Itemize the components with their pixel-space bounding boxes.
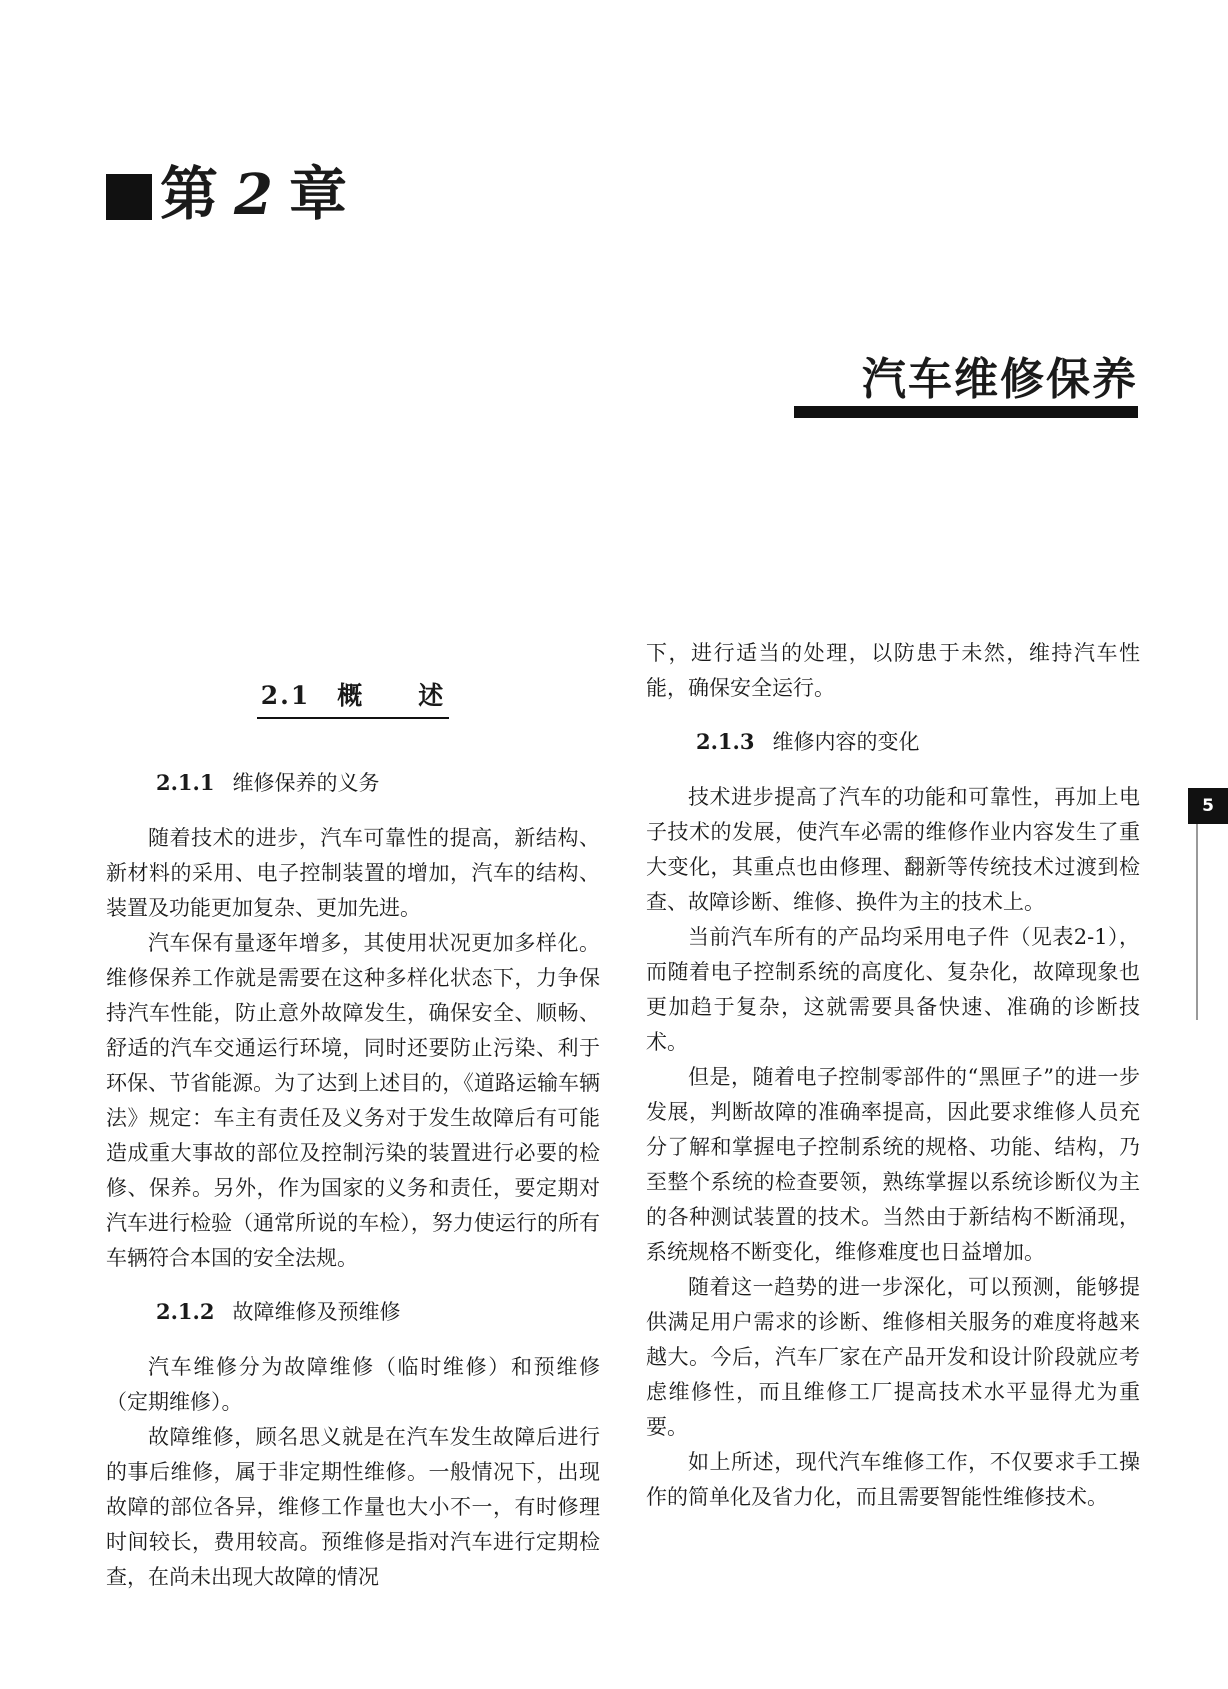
subsection-title: 故障维修及预维修 [232,1300,401,1324]
chapter-title: 汽车维修保养 [862,354,1138,405]
subsection-heading-2-1-2 [156,1294,600,1330]
subsection-number: 2.1.2 [156,1299,215,1324]
paragraph: 汽车维修分为故障维修（临时维修）和预维修（定期维修）。 [106,1355,600,1414]
chapter-square-mark [106,174,152,220]
paragraph-continued: 下，进行适当的处理，以防患于未然，维持汽车性能，确保安全运行。 [646,641,1140,700]
section-title-text: 2.1 概 述 [257,678,450,719]
chapter-prefix: 第 [160,160,225,228]
subsection-number: 2.1.1 [156,770,215,795]
paragraph: 汽车保有量逐年增多，其使用状况更加多样化。维修保养工作就是需要在这种多样化状态下，力争保持汽车性能，防止意外故障发生，确保安全、顺畅、舒适的汽车交通运行环境，同时还要防止污染、利于环保、节省能源。为了达到上述目的，《道路运输车辆法》规定：车主有责任及义务对于发生故障后有可能造成重大事故的部位及控制污染的装置进行必要的检修、保养。另外，作为国家的义务和责任，要定期对汽车进行检验（通常所说的车检），努力使运行的所有车辆符合本国的安全法规。 [106,931,600,1270]
chapter-digit: 2 [234,162,279,228]
subsection-number: 2.1.3 [696,729,755,754]
chapter-suffix: 章 [288,160,353,228]
paragraph: 技术进步提高了汽车的功能和可靠性，再加上电子技术的发展，使汽车必需的维修作业内容发生了重大变化，其重点也由修理、翻新等传统技术过渡到检查、故障诊断、维修、换件为主的技术上。 [646,785,1140,914]
subsection-heading-2-1-3 [696,724,1140,760]
subsection-title: 维修内容的变化 [772,730,920,754]
paragraph: 如上所述，现代汽车维修工作，不仅要求手工操作的简单化及省力化，而且需要智能性维修技术。 [646,1450,1140,1509]
paragraph: 随着这一趋势的进一步深化，可以预测，能够提供满足用户需求的诊断、维修相关服务的难度将越来越大。今后，汽车厂家在产品开发和设计阶段就应考虑维修性，而且维修工厂提高技术水平显得尤为重要。 [646,1275,1140,1439]
paragraph: 当前汽车所有的产品均采用电子件（见表2-1），而随着电子控制系统的高度化、复杂化，故障现象也更加趋于复杂，这就需要具备快速、准确的诊断技术。 [646,925,1140,1054]
subsection-title: 维修保养的义务 [232,771,380,795]
chapter-title-rule [794,406,1138,418]
page-side-tab: 5 [1188,788,1228,824]
side-tab-line [1196,824,1198,1020]
paragraph: 故障维修，顾名思义就是在汽车发生故障后进行的事后维修，属于非定期性维修。一般情况下，出现故障的部位各异，维修工作量也大小不一，有时修理时间较长，费用较高。预维修是指对汽车进行定期检查，在尚未出现大故障的情况 [106,1425,600,1589]
section-title [106,678,600,719]
left-column [106,664,600,1595]
chapter-number [160,158,353,231]
paragraph: 但是，随着电子控制零部件的“黑匣子”的进一步发展，判断故障的准确率提高，因此要求维修人员充分了解和掌握电子控制系统的规格、功能、结构，乃至整个系统的检查要领，熟练掌握以系统诊断仪为主的各种测试装置的技术。当然由于新结构不断涌现，系统规格不断变化，维修难度也日益增加。 [646,1065,1140,1264]
subsection-heading-2-1-1 [156,765,600,801]
paragraph: 随着技术的进步，汽车可靠性的提高，新结构、新材料的采用、电子控制装置的增加，汽车的结构、装置及功能更加复杂、更加先进。 [106,826,600,920]
right-column [646,636,1140,1515]
